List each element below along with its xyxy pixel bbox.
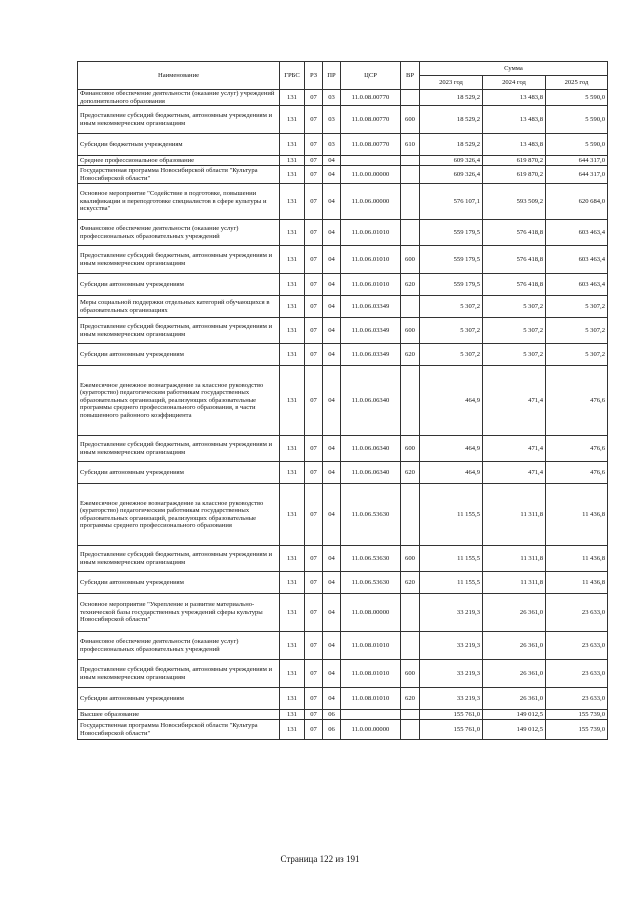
row-csr: 11.0.06.53630	[341, 546, 401, 572]
table-row	[78, 90, 608, 106]
row-name: Меры социальной поддержки отдельных категорий обучающихся в образовательных организациях	[78, 296, 280, 318]
row-sum-2025: 5 307,2	[546, 296, 608, 318]
row-sum-2023: 155 761,0	[420, 710, 483, 720]
row-csr: 11.0.06.00000	[341, 184, 401, 220]
row-pr: 04	[323, 632, 341, 660]
row-name: Субсидии бюджетным учреждениям	[78, 134, 280, 156]
row-sum-2023: 155 761,0	[420, 720, 483, 740]
budget-table	[77, 61, 608, 740]
row-rz: 07	[305, 484, 323, 546]
table-row	[78, 660, 608, 688]
row-grbs: 131	[280, 184, 305, 220]
row-rz: 07	[305, 572, 323, 594]
row-sum-2023: 11 155,5	[420, 484, 483, 546]
row-vr: 600	[401, 246, 420, 274]
row-name: Высшее образование	[78, 710, 280, 720]
row-rz: 07	[305, 546, 323, 572]
table-row	[78, 246, 608, 274]
page-number: Страница 122 из 191	[280, 854, 360, 864]
row-vr	[401, 484, 420, 546]
row-vr: 600	[401, 106, 420, 134]
row-sum-2023: 11 155,5	[420, 546, 483, 572]
row-grbs: 131	[280, 106, 305, 134]
table-row	[78, 366, 608, 436]
table-row	[78, 632, 608, 660]
row-sum-2025: 155 739,0	[546, 710, 608, 720]
row-sum-2025: 5 590,0	[546, 106, 608, 134]
row-grbs: 131	[280, 688, 305, 710]
row-pr: 04	[323, 484, 341, 546]
row-name: Субсидии автономным учреждениям	[78, 572, 280, 594]
row-csr: 11.0.08.00000	[341, 594, 401, 632]
row-name: Субсидии автономным учреждениям	[78, 344, 280, 366]
row-grbs: 131	[280, 720, 305, 740]
row-rz: 07	[305, 156, 323, 166]
table-row	[78, 720, 608, 740]
row-sum-2024: 5 307,2	[483, 296, 546, 318]
row-csr: 11.0.06.01010	[341, 246, 401, 274]
table-row	[78, 344, 608, 366]
row-sum-2025: 155 739,0	[546, 720, 608, 740]
table-row	[78, 688, 608, 710]
row-sum-2023: 464,9	[420, 436, 483, 462]
row-csr: 11.0.06.06340	[341, 462, 401, 484]
row-rz: 07	[305, 632, 323, 660]
row-vr	[401, 720, 420, 740]
row-sum-2025: 603 463,4	[546, 220, 608, 246]
table-row	[78, 166, 608, 184]
row-sum-2024: 26 361,0	[483, 660, 546, 688]
row-name: Предоставление субсидий бюджетным, автономным учреждениям и иным некоммерческим организациям	[78, 106, 280, 134]
row-sum-2023: 576 107,1	[420, 184, 483, 220]
row-vr: 600	[401, 660, 420, 688]
row-sum-2023: 5 307,2	[420, 344, 483, 366]
row-sum-2023: 464,9	[420, 366, 483, 436]
row-grbs: 131	[280, 632, 305, 660]
row-rz: 07	[305, 166, 323, 184]
row-csr: 11.0.06.06340	[341, 436, 401, 462]
row-sum-2023: 33 219,3	[420, 632, 483, 660]
row-rz: 07	[305, 90, 323, 106]
row-rz: 07	[305, 462, 323, 484]
row-vr	[401, 594, 420, 632]
row-name: Предоставление субсидий бюджетным, автономным учреждениям и иным некоммерческим организациям	[78, 436, 280, 462]
table-row	[78, 462, 608, 484]
row-name: Государственная программа Новосибирской области "Культура Новосибирской области"	[78, 720, 280, 740]
row-sum-2024: 149 012,5	[483, 710, 546, 720]
row-sum-2023: 559 179,5	[420, 246, 483, 274]
row-csr: 11.0.08.01010	[341, 660, 401, 688]
row-sum-2025: 23 633,0	[546, 688, 608, 710]
row-name: Основное мероприятие "Содействие в подготовке, повышении квалификации и переподготовке специалистов в сфере культуры и искусства"	[78, 184, 280, 220]
row-name: Предоставление субсидий бюджетным, автономным учреждениям и иным некоммерческим организациям	[78, 246, 280, 274]
row-name: Предоставление субсидий бюджетным, автономным учреждениям и иным некоммерческим организациям	[78, 318, 280, 344]
table-row	[78, 296, 608, 318]
row-csr: 11.0.06.03349	[341, 296, 401, 318]
row-sum-2023: 609 326,4	[420, 156, 483, 166]
row-pr: 06	[323, 710, 341, 720]
row-rz: 07	[305, 344, 323, 366]
row-pr: 04	[323, 344, 341, 366]
row-csr: 11.0.00.00000	[341, 720, 401, 740]
row-vr: 600	[401, 436, 420, 462]
row-grbs: 131	[280, 134, 305, 156]
row-rz: 07	[305, 274, 323, 296]
row-sum-2024: 619 870,2	[483, 156, 546, 166]
header-year-2024: 2024 год	[483, 76, 546, 90]
row-grbs: 131	[280, 366, 305, 436]
row-name: Финансовое обеспечение деятельности (оказание услуг) учреждений дополнительного образования	[78, 90, 280, 106]
row-name: Среднее профессиональное образование	[78, 156, 280, 166]
header-pr: ПР	[323, 62, 341, 90]
row-pr: 04	[323, 166, 341, 184]
row-name: Субсидии автономным учреждениям	[78, 462, 280, 484]
row-sum-2023: 5 307,2	[420, 318, 483, 344]
row-sum-2024: 576 418,8	[483, 246, 546, 274]
row-sum-2025: 23 633,0	[546, 632, 608, 660]
row-sum-2023: 609 326,4	[420, 166, 483, 184]
row-sum-2024: 576 418,8	[483, 220, 546, 246]
row-grbs: 131	[280, 594, 305, 632]
row-name: Государственная программа Новосибирской области "Культура Новосибирской области"	[78, 166, 280, 184]
row-sum-2023: 559 179,5	[420, 220, 483, 246]
row-csr: 11.0.00.00000	[341, 166, 401, 184]
row-grbs: 131	[280, 344, 305, 366]
row-sum-2025: 11 436,8	[546, 484, 608, 546]
row-grbs: 131	[280, 484, 305, 546]
row-sum-2025: 476,6	[546, 462, 608, 484]
row-vr	[401, 632, 420, 660]
row-sum-2024: 149 012,5	[483, 720, 546, 740]
row-vr: 610	[401, 134, 420, 156]
row-pr: 04	[323, 594, 341, 632]
row-sum-2025: 644 317,0	[546, 166, 608, 184]
row-rz: 07	[305, 318, 323, 344]
row-pr: 06	[323, 720, 341, 740]
row-sum-2025: 603 463,4	[546, 246, 608, 274]
row-name: Субсидии автономным учреждениям	[78, 274, 280, 296]
row-vr: 620	[401, 462, 420, 484]
row-sum-2024: 13 483,8	[483, 134, 546, 156]
row-vr: 620	[401, 688, 420, 710]
header-year-2025: 2025 год	[546, 76, 608, 90]
row-sum-2025: 5 590,0	[546, 134, 608, 156]
table-header	[78, 62, 608, 90]
row-pr: 04	[323, 296, 341, 318]
row-sum-2024: 5 307,2	[483, 344, 546, 366]
row-name: Субсидии автономным учреждениям	[78, 688, 280, 710]
row-rz: 07	[305, 134, 323, 156]
header-grbs: ГРБС	[280, 62, 305, 90]
row-grbs: 131	[280, 318, 305, 344]
row-vr	[401, 166, 420, 184]
row-csr: 11.0.08.00770	[341, 106, 401, 134]
row-rz: 07	[305, 184, 323, 220]
row-sum-2024: 471,4	[483, 462, 546, 484]
row-pr: 03	[323, 106, 341, 134]
row-pr: 04	[323, 274, 341, 296]
table-row	[78, 134, 608, 156]
row-vr	[401, 366, 420, 436]
row-vr	[401, 220, 420, 246]
row-name: Ежемесячное денежное вознаграждение за классное руководство (кураторство) педагогическим работникам государственных образовательных организаций, реализующих образовательные программы среднего профессионального образования	[78, 484, 280, 546]
table-row	[78, 274, 608, 296]
row-pr: 04	[323, 246, 341, 274]
row-rz: 07	[305, 366, 323, 436]
table-row	[78, 184, 608, 220]
row-csr	[341, 710, 401, 720]
row-sum-2024: 11 311,8	[483, 546, 546, 572]
row-vr	[401, 296, 420, 318]
row-pr: 04	[323, 546, 341, 572]
row-vr	[401, 184, 420, 220]
row-pr: 04	[323, 156, 341, 166]
row-sum-2025: 476,6	[546, 366, 608, 436]
row-sum-2023: 33 219,3	[420, 660, 483, 688]
table-row	[78, 436, 608, 462]
row-sum-2024: 13 483,8	[483, 106, 546, 134]
row-rz: 07	[305, 220, 323, 246]
table-row	[78, 484, 608, 546]
row-grbs: 131	[280, 462, 305, 484]
row-sum-2023: 18 529,2	[420, 106, 483, 134]
row-vr: 620	[401, 274, 420, 296]
row-csr	[341, 156, 401, 166]
header-sum: Сумма	[420, 62, 608, 76]
row-vr: 600	[401, 318, 420, 344]
row-rz: 07	[305, 688, 323, 710]
table-row	[78, 156, 608, 166]
row-sum-2023: 11 155,5	[420, 572, 483, 594]
row-csr: 11.0.06.01010	[341, 220, 401, 246]
row-sum-2023: 559 179,5	[420, 274, 483, 296]
row-sum-2023: 33 219,3	[420, 688, 483, 710]
row-sum-2025: 5 307,2	[546, 344, 608, 366]
row-sum-2023: 33 219,3	[420, 594, 483, 632]
row-grbs: 131	[280, 166, 305, 184]
row-csr: 11.0.06.01010	[341, 274, 401, 296]
header-year-2023: 2023 год	[420, 76, 483, 90]
table-row	[78, 572, 608, 594]
table-row	[78, 318, 608, 344]
row-csr: 11.0.08.00770	[341, 90, 401, 106]
row-sum-2024: 11 311,8	[483, 572, 546, 594]
row-pr: 04	[323, 688, 341, 710]
header-vr: ВР	[401, 62, 420, 90]
row-grbs: 131	[280, 220, 305, 246]
row-rz: 07	[305, 720, 323, 740]
table-row	[78, 106, 608, 134]
table-row	[78, 220, 608, 246]
row-csr: 11.0.06.53630	[341, 484, 401, 546]
row-sum-2024: 26 361,0	[483, 632, 546, 660]
row-grbs: 131	[280, 296, 305, 318]
row-sum-2024: 593 509,2	[483, 184, 546, 220]
row-rz: 07	[305, 436, 323, 462]
row-vr: 620	[401, 344, 420, 366]
row-sum-2023: 464,9	[420, 462, 483, 484]
row-vr	[401, 90, 420, 106]
row-sum-2025: 23 633,0	[546, 660, 608, 688]
row-name: Ежемесячное денежное вознаграждение за классное руководство (кураторство) педагогическим работникам государственных образовательных организаций, реализующих образовательные программы среднего профессионального образования, в части повышенного районного коэффициента	[78, 366, 280, 436]
row-vr	[401, 156, 420, 166]
header-csr: ЦСР	[341, 62, 401, 90]
row-pr: 04	[323, 220, 341, 246]
row-csr: 11.0.06.03349	[341, 318, 401, 344]
row-sum-2025: 11 436,8	[546, 572, 608, 594]
row-csr: 11.0.06.06340	[341, 366, 401, 436]
row-pr: 03	[323, 90, 341, 106]
row-rz: 07	[305, 660, 323, 688]
row-vr	[401, 710, 420, 720]
row-grbs: 131	[280, 436, 305, 462]
row-rz: 07	[305, 246, 323, 274]
row-rz: 07	[305, 106, 323, 134]
row-vr: 600	[401, 546, 420, 572]
row-sum-2024: 13 483,8	[483, 90, 546, 106]
row-sum-2024: 471,4	[483, 366, 546, 436]
row-csr: 11.0.06.53630	[341, 572, 401, 594]
row-csr: 11.0.06.03349	[341, 344, 401, 366]
row-pr: 04	[323, 184, 341, 220]
row-sum-2024: 576 418,8	[483, 274, 546, 296]
row-vr: 620	[401, 572, 420, 594]
row-pr: 04	[323, 660, 341, 688]
row-grbs: 131	[280, 156, 305, 166]
row-sum-2024: 471,4	[483, 436, 546, 462]
row-name: Финансовое обеспечение деятельности (оказание услуг) профессиональных образовательных учреждений	[78, 220, 280, 246]
row-sum-2023: 18 529,2	[420, 134, 483, 156]
row-grbs: 131	[280, 660, 305, 688]
row-csr: 11.0.08.00770	[341, 134, 401, 156]
row-sum-2023: 18 529,2	[420, 90, 483, 106]
row-sum-2023: 5 307,2	[420, 296, 483, 318]
row-sum-2024: 11 311,8	[483, 484, 546, 546]
row-sum-2025: 5 307,2	[546, 318, 608, 344]
row-grbs: 131	[280, 90, 305, 106]
row-sum-2024: 26 361,0	[483, 688, 546, 710]
table-row	[78, 594, 608, 632]
row-csr: 11.0.08.01010	[341, 688, 401, 710]
row-sum-2024: 26 361,0	[483, 594, 546, 632]
row-sum-2025: 644 317,0	[546, 156, 608, 166]
row-sum-2025: 603 463,4	[546, 274, 608, 296]
row-grbs: 131	[280, 274, 305, 296]
header-rz: РЗ	[305, 62, 323, 90]
row-grbs: 131	[280, 572, 305, 594]
row-pr: 04	[323, 366, 341, 436]
row-sum-2025: 11 436,8	[546, 546, 608, 572]
row-name: Предоставление субсидий бюджетным, автономным учреждениям и иным некоммерческим организациям	[78, 546, 280, 572]
table-body	[78, 90, 608, 740]
table-row	[78, 546, 608, 572]
table-row	[78, 710, 608, 720]
row-sum-2025: 620 684,0	[546, 184, 608, 220]
row-rz: 07	[305, 296, 323, 318]
row-grbs: 131	[280, 546, 305, 572]
row-rz: 07	[305, 594, 323, 632]
row-sum-2024: 5 307,2	[483, 318, 546, 344]
row-sum-2024: 619 870,2	[483, 166, 546, 184]
row-grbs: 131	[280, 710, 305, 720]
row-pr: 04	[323, 462, 341, 484]
row-name: Основное мероприятие "Укрепление и развитие материально-технической базы государственных учреждений сферы культуры Новосибирской области"	[78, 594, 280, 632]
row-csr: 11.0.08.01010	[341, 632, 401, 660]
row-pr: 04	[323, 318, 341, 344]
row-pr: 04	[323, 572, 341, 594]
row-rz: 07	[305, 710, 323, 720]
row-grbs: 131	[280, 246, 305, 274]
row-pr: 03	[323, 134, 341, 156]
row-name: Предоставление субсидий бюджетным, автономным учреждениям и иным некоммерческим организациям	[78, 660, 280, 688]
row-name: Финансовое обеспечение деятельности (оказание услуг) профессиональных образовательных учреждений	[78, 632, 280, 660]
row-pr: 04	[323, 436, 341, 462]
row-sum-2025: 5 590,0	[546, 90, 608, 106]
row-sum-2025: 476,6	[546, 436, 608, 462]
header-name: Наименование	[78, 62, 280, 90]
row-sum-2025: 23 633,0	[546, 594, 608, 632]
